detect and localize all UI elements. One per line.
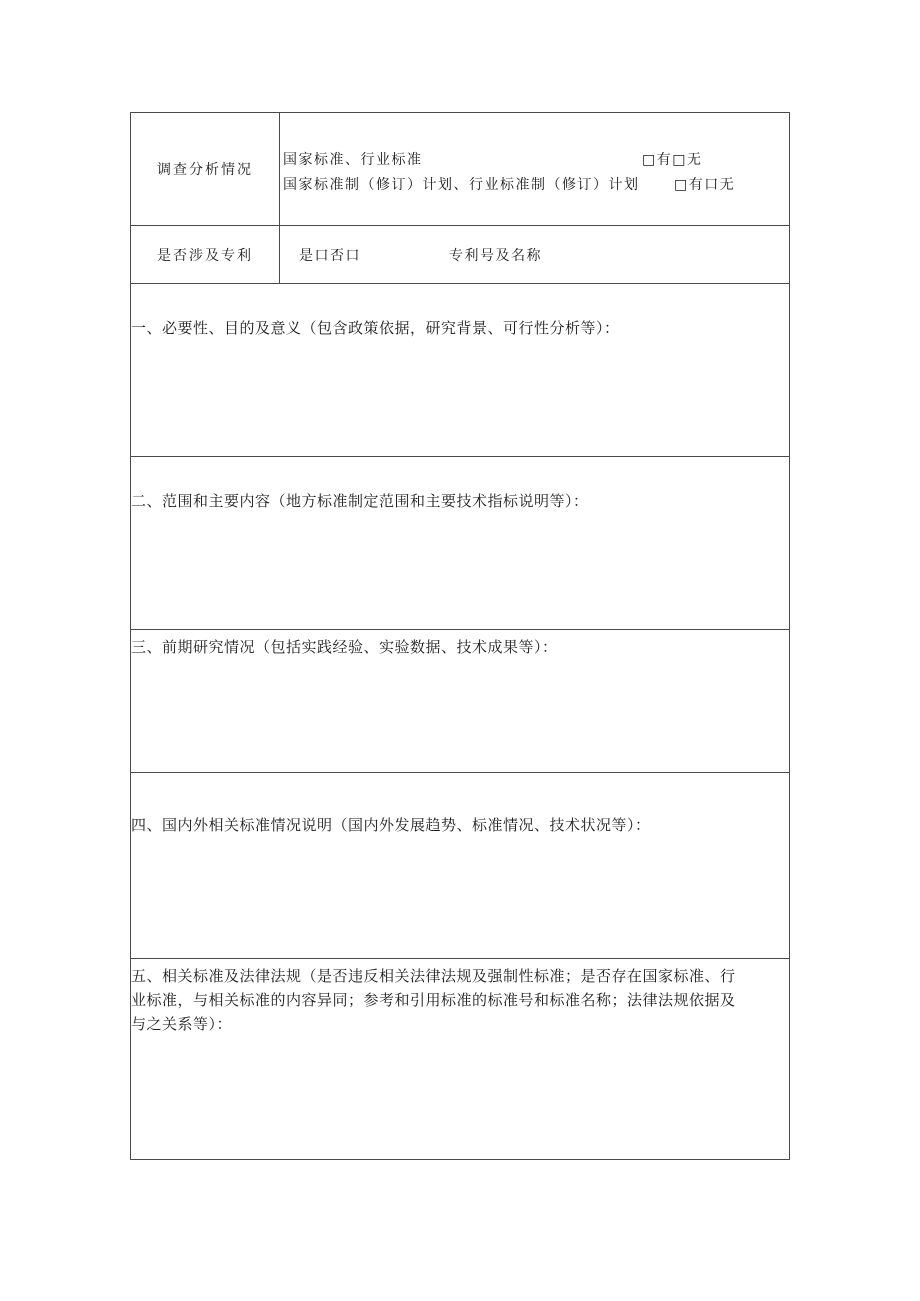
standard-revision-plan-text: 国家标准制（修订）计划、行业标准制（修订）计划	[283, 177, 640, 193]
section-domestic-foreign-standards[interactable]	[131, 773, 789, 959]
section-related-standards-laws-line3: 与之关系等）：	[131, 1015, 233, 1033]
section-necessity[interactable]	[131, 284, 789, 457]
section-prior-research[interactable]	[131, 630, 789, 773]
section-related-standards-laws-heading	[131, 964, 789, 1036]
national-industry-standard-text: 国家标准、行业标准	[283, 152, 423, 168]
survey-analysis-row	[131, 113, 789, 226]
patent-number-name-label: 专利号及名称	[449, 248, 542, 264]
section-prior-research-heading: 三、前期研究情况（包括实践经验、实验数据、技术成果等）：	[131, 638, 558, 656]
section-related-standards-laws-line2: 业标准，与相关标准的内容异同；参考和引用标准的标准号和标准名称；法律法规依据及	[131, 991, 736, 1009]
survey-analysis-content	[281, 113, 789, 225]
national-industry-standard-options[interactable]: □有□无	[642, 152, 703, 168]
patent-row	[131, 226, 789, 284]
proposal-form-table	[130, 112, 790, 1160]
patent-label: 是否涉及专利	[131, 226, 280, 283]
section-domestic-foreign-standards-heading: 四、国内外相关标准情况说明（国内外发展趋势、标准情况、技术状况等）：	[131, 816, 651, 834]
section-related-standards-laws[interactable]	[131, 959, 789, 1161]
section-necessity-heading: 一、必要性、目的及意义（包含政策依据，研究背景、可行性分析等）：	[131, 319, 620, 337]
patent-content	[281, 226, 789, 283]
standard-revision-plan-options[interactable]: □有口无	[674, 177, 736, 193]
patent-yes-no-options[interactable]: 是口否口	[299, 248, 361, 264]
survey-analysis-label: 调查分析情况	[131, 113, 280, 225]
section-scope[interactable]	[131, 457, 789, 630]
section-scope-heading: 二、范围和主要内容（地方标准制定范围和主要技术指标说明等）：	[131, 492, 589, 510]
section-related-standards-laws-line1: 五、相关标准及法律法规（是否违反相关法律法规及强制性标准；是否存在国家标准、行	[131, 967, 736, 985]
